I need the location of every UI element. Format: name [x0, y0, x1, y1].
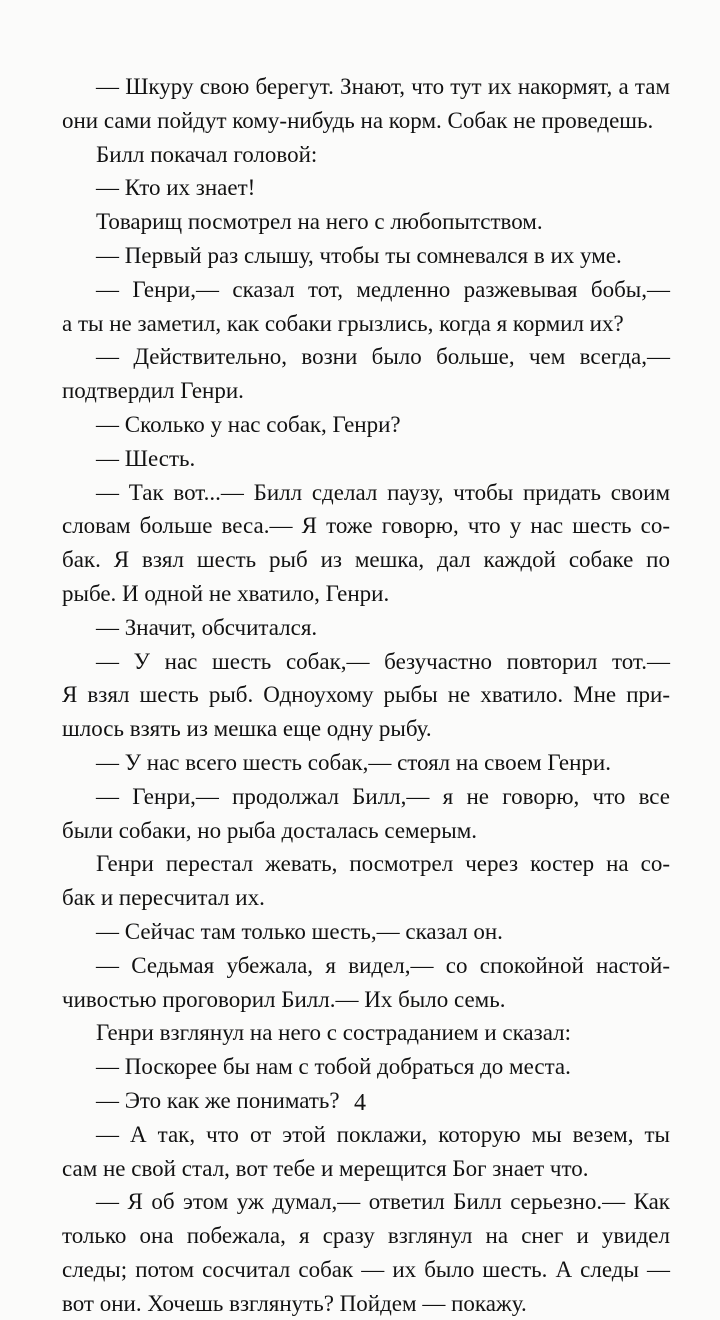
text-line: — Генри,— продолжал Билл,— я не говорю, что все	[96, 783, 670, 809]
text-line: — А так, что от этой поклажи, которую мы везем, ты	[96, 1121, 670, 1147]
text-line: Билл покачал головой:	[96, 141, 318, 167]
text-line: чивостью проговорил Билл.— Их было семь.	[62, 986, 506, 1012]
body-text	[62, 70, 670, 1320]
text-line: шлось взять из мешка еще одну рыбу.	[62, 716, 432, 742]
text-line: — У нас всего шесть собак,— стоял на своем Генри.	[96, 749, 611, 775]
text-line: Генри перестал жевать, посмотрел через костер на со-	[96, 851, 670, 877]
text-line: только она побежала, я сразу взглянул на снег и увидел	[62, 1223, 670, 1249]
text-line: Генри взглянул на него с состраданием и сказал:	[96, 1020, 572, 1046]
text-line: бак. Я взял шесть рыб из мешка, дал каждой собаке по	[62, 547, 670, 573]
text-line: бак и пересчитал их.	[62, 885, 265, 911]
text-line: — Первый раз слышу, чтобы ты сомневался в их уме.	[96, 242, 622, 268]
text-line: — Сейчас там только шесть,— сказал он.	[96, 918, 503, 944]
text-line: сам не свой стал, вот тебе и мерещится Бог знает что.	[62, 1155, 589, 1181]
text-line: а ты не заметил, как собаки грызлись, когда я кормил их?	[62, 310, 624, 336]
text-line: они сами пойдут кому-нибудь на корм. Собак не проведешь.	[62, 107, 654, 133]
text-line: — У нас шесть собак,— безучастно повторил тот.—	[96, 648, 670, 674]
text-line: — Генри,— сказал тот, медленно разжевывая бобы,—	[96, 276, 670, 302]
text-line: — Значит, обсчитался.	[96, 614, 318, 640]
text-line: следы; потом сосчитал собак — их было шесть. А следы —	[62, 1256, 670, 1282]
text-line: Товарищ посмотрел на него с любопытством.	[96, 209, 543, 235]
text-line: — Действительно, возни было больше, чем всегда,—	[96, 344, 670, 370]
text-line: рыбе. И одной не хватило, Генри.	[62, 580, 390, 606]
text-line: — Шесть.	[96, 445, 196, 471]
text-line: Я взял шесть рыб. Одноухому рыбы не хватило. Мне при-	[62, 682, 670, 708]
text-line: — Поскорее бы нам с тобой добраться до места.	[96, 1054, 571, 1080]
text-line: словам больше веса.— Я тоже говорю, что у нас шесть со-	[62, 513, 670, 539]
text-line: — Так вот...— Билл сделал паузу, чтобы придать своим	[96, 479, 670, 505]
text-line: подтвердил Генри.	[62, 378, 244, 404]
text-line: — Седьмая убежала, я видел,— со спокойной настой-	[96, 952, 670, 978]
text-line: — Это как же понимать?	[96, 1087, 340, 1113]
text-line: — Сколько у нас собак, Генри?	[96, 411, 401, 437]
text-line: — Шкуру свою берегут. Знают, что тут их накормят, а там	[96, 74, 670, 99]
text-line: — Я об этом уж думал,— ответил Билл серьезно.— Как	[96, 1189, 670, 1215]
text-line: были собаки, но рыба досталась семерым.	[62, 817, 478, 843]
page-number: 4	[354, 1090, 366, 1116]
text-line: — Кто их знает!	[96, 175, 256, 201]
text-line: вот они. Хочешь взглянуть? Пойдем — покажу.	[62, 1290, 527, 1316]
